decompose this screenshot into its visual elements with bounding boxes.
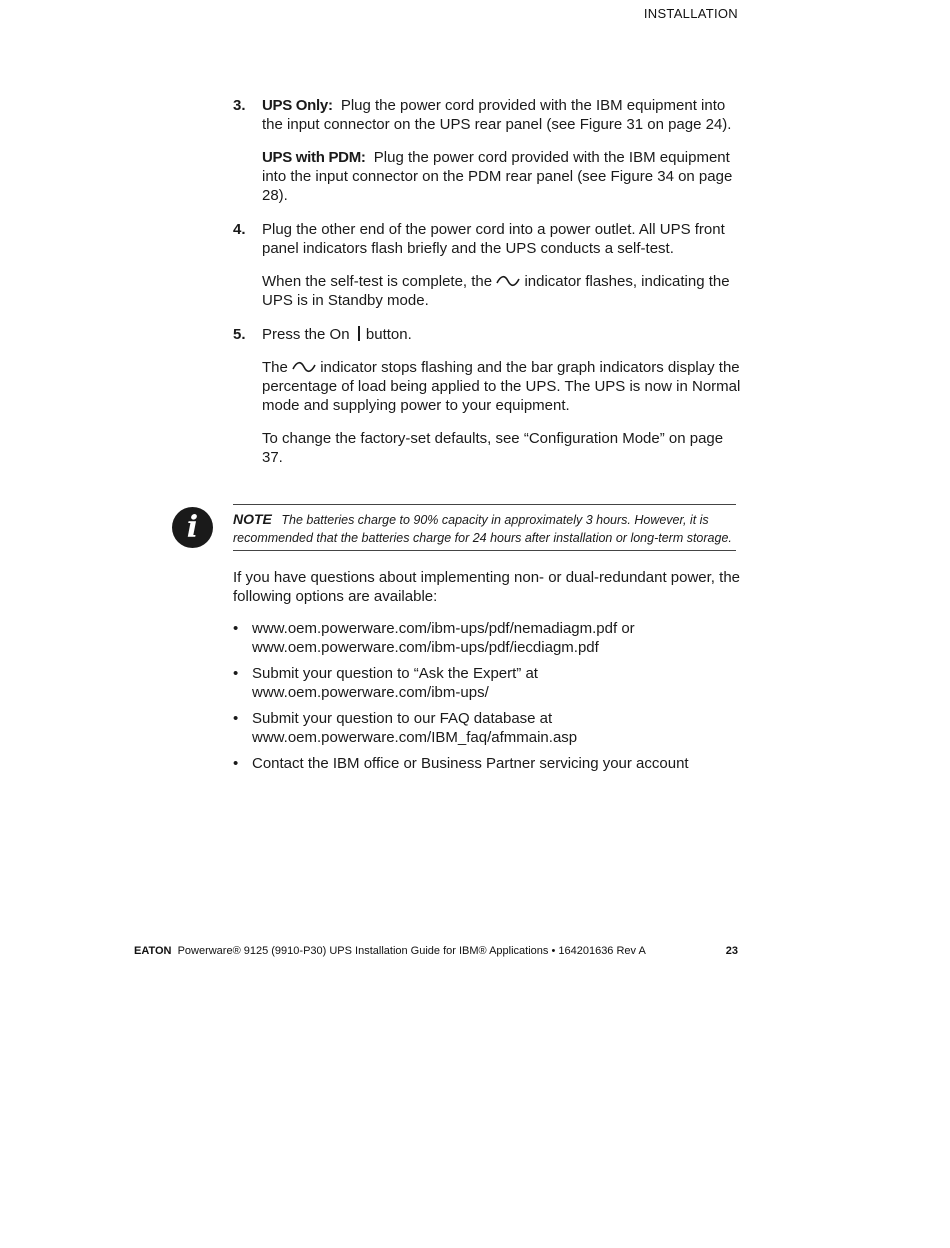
- info-icon: i: [172, 507, 213, 548]
- step-number: 3.: [233, 97, 246, 114]
- paragraph-text: Plug the other end of the power cord into a power outlet. All UPS front panel indicators flash briefly and the UPS conducts a self-test.: [262, 221, 725, 257]
- step-3: [233, 96, 743, 205]
- note-text: The batteries charge to 90% capacity in approximately 3 hours. However, it is recommended that the batteries charge for 24 hours after installation or long-term storage.: [233, 513, 732, 545]
- step-paragraph: [262, 272, 743, 310]
- on-button-icon: [358, 326, 360, 341]
- note-label: NOTE: [233, 511, 272, 527]
- step-paragraph: [262, 429, 743, 467]
- paragraph-text: indicator flashes, indicating the UPS is in Standby mode.: [262, 273, 730, 309]
- item-line: Submit your question to our FAQ database at: [252, 710, 553, 727]
- step-4: [233, 220, 743, 310]
- running-head: INSTALLATION: [643, 6, 738, 21]
- step-paragraph: [262, 148, 743, 205]
- item-line: Contact the IBM office or Business Partner servicing your account: [252, 755, 689, 772]
- step-number: 5.: [233, 326, 246, 343]
- item-line: www.oem.powerware.com/ibm-ups/pdf/iecdiagm.pdf: [252, 639, 599, 656]
- step-paragraph: [262, 220, 743, 258]
- item-line: www.oem.powerware.com/IBM_faq/afmmain.asp: [252, 729, 578, 746]
- paragraph-text: When the self-test is complete, the: [262, 273, 493, 290]
- ac-wave-icon: [292, 361, 316, 373]
- lead-label: UPS Only:: [262, 97, 333, 114]
- bullet-icon: •: [233, 755, 239, 772]
- list-item: [233, 709, 753, 747]
- footer-brand: EATON: [134, 945, 172, 957]
- step-5: [233, 325, 743, 467]
- item-line: Submit your question to “Ask the Expert” at: [252, 665, 538, 682]
- footer-title: Powerware® 9125 (9910-P30) UPS Installation Guide for IBM® Applications • 164201636 Rev A: [177, 945, 646, 957]
- item-line: www.oem.powerware.com/ibm-ups/pdf/nemadiagm.pdf or: [252, 620, 635, 637]
- paragraph-text: Plug the power cord provided with the IBM equipment into the input connector on the PDM rear panel (see Figure 34 on page 28).: [262, 149, 733, 204]
- page-number: 23: [725, 945, 738, 957]
- list-item: [233, 664, 753, 702]
- list-item: [233, 619, 753, 657]
- bullet-icon: •: [233, 710, 239, 727]
- paragraph-text: The: [262, 359, 288, 376]
- bullet-icon: •: [233, 620, 239, 637]
- item-line: www.oem.powerware.com/ibm-ups/: [252, 684, 489, 701]
- step-paragraph: [262, 96, 743, 134]
- paragraph-text: To change the factory-set defaults, see “Configuration Mode” on page 37.: [262, 430, 724, 466]
- page-footer: [134, 945, 738, 957]
- options-list: [233, 619, 753, 773]
- steps-section: [233, 96, 743, 482]
- note-box: [233, 504, 736, 551]
- step-number: 4.: [233, 221, 246, 238]
- bullet-icon: •: [233, 665, 239, 682]
- options-section: [233, 568, 753, 780]
- list-item: [233, 754, 753, 773]
- paragraph-text: indicator stops flashing and the bar graph indicators display the percentage of load being applied to the UPS. The UPS is now in Normal mode and supplying power to your equipment.: [262, 359, 741, 414]
- step-paragraph: [262, 358, 743, 415]
- paragraph-text: button.: [365, 326, 412, 343]
- step-paragraph: [262, 325, 743, 344]
- options-intro: If you have questions about implementing non- or dual-redundant power, the following options are available:: [233, 569, 740, 605]
- ac-wave-icon: [496, 275, 520, 287]
- paragraph-text: Plug the power cord provided with the IBM equipment into the input connector on the UPS rear panel (see Figure 31 on page 24).: [262, 97, 732, 133]
- paragraph-text: Press the On: [262, 326, 350, 343]
- lead-label: UPS with PDM:: [262, 149, 366, 166]
